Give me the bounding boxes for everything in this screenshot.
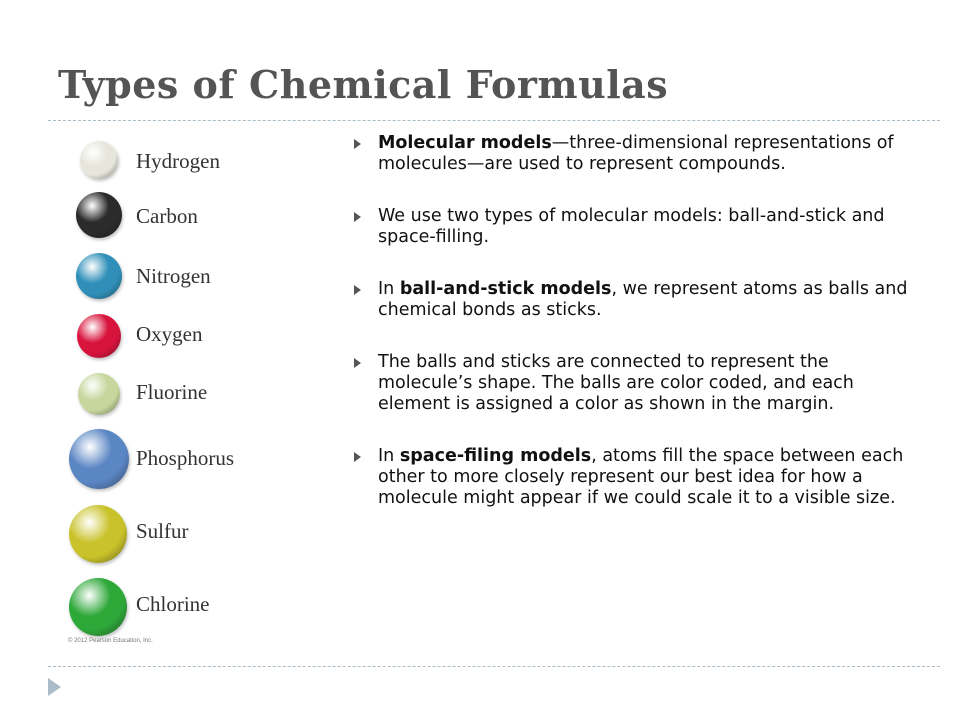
atom-label-phosphorus: Phosphorus xyxy=(136,446,235,470)
pale-green-sphere-icon xyxy=(78,373,120,415)
green-sphere-icon xyxy=(69,578,127,636)
blue-sphere-icon xyxy=(76,253,122,299)
bullet-item xyxy=(352,446,912,509)
atom-label-hydrogen: Hydrogen xyxy=(136,149,220,173)
bullet-item xyxy=(352,133,912,175)
copyright-notice: © 2012 Pearson Education, Inc. xyxy=(68,638,153,644)
bullet-text: We use two types of molecular models: ball-and-stick and space-filling. xyxy=(378,206,885,247)
bullet-item xyxy=(352,279,912,321)
next-slide-arrow-icon[interactable] xyxy=(48,678,61,696)
atom-label-carbon: Carbon xyxy=(136,204,198,228)
bullet-text: —three-dimensional representations of molecules—are used to represent compounds. xyxy=(378,133,894,174)
triangle-bullet-icon xyxy=(354,212,361,222)
bottom-divider xyxy=(48,666,940,667)
bullet-bold-text: ball-and-stick models xyxy=(399,279,612,299)
bullet-text: The balls and sticks are connected to represent the molecule’s shape. The balls are color coded, and each element is assigned a color as shown in the margin. xyxy=(378,352,854,414)
slide-title: Types of Chemical Formulas xyxy=(58,62,669,107)
bullet-list xyxy=(352,133,912,540)
bullet-text: In xyxy=(378,279,400,299)
bullet-item xyxy=(352,352,912,415)
triangle-bullet-icon xyxy=(354,358,361,368)
atom-label-sulfur: Sulfur xyxy=(136,519,189,543)
yellow-sphere-icon xyxy=(69,505,127,563)
triangle-bullet-icon xyxy=(354,452,361,462)
bullet-bold-text: space-filing models xyxy=(399,446,592,466)
periwinkle-sphere-icon xyxy=(69,429,129,489)
atom-label-chlorine: Chlorine xyxy=(136,592,210,616)
white-sphere-icon xyxy=(80,141,118,179)
atom-label-oxygen: Oxygen xyxy=(136,322,203,346)
atom-color-key xyxy=(60,130,300,650)
red-sphere-icon xyxy=(77,314,121,358)
black-sphere-icon xyxy=(76,192,122,238)
bullet-bold-text: Molecular models xyxy=(378,133,552,153)
atom-label-fluorine: Fluorine xyxy=(136,380,208,404)
bullet-item xyxy=(352,206,912,248)
atom-label-nitrogen: Nitrogen xyxy=(136,264,211,288)
bullet-text: , we represent atoms as balls and chemical bonds as sticks. xyxy=(378,279,908,320)
bullet-text: , atoms fill the space between each other to more closely represent our best idea for how a molecule might appear if we could scale it to a visible size. xyxy=(378,446,904,508)
triangle-bullet-icon xyxy=(354,285,361,295)
bullet-text: In xyxy=(378,446,400,466)
triangle-bullet-icon xyxy=(354,139,361,149)
top-divider xyxy=(48,120,940,121)
